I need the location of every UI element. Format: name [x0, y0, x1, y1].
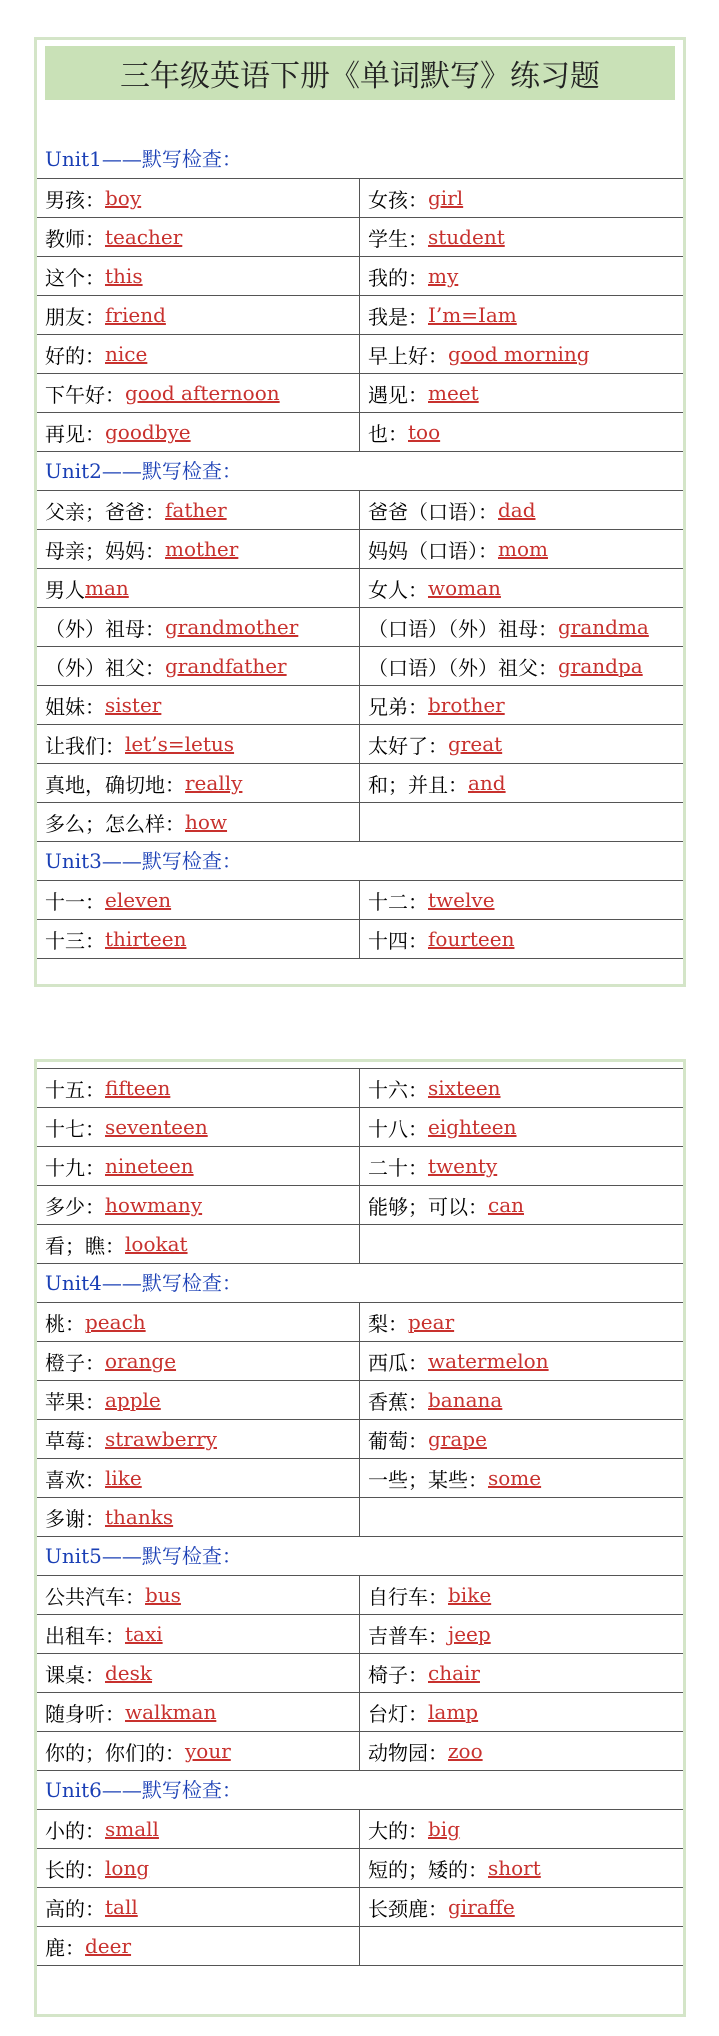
- english-answer: friend: [105, 303, 166, 327]
- chinese-prompt: 台灯：: [368, 1701, 428, 1726]
- vocab-cell: [360, 1810, 683, 1848]
- chinese-prompt: 十三：: [45, 928, 105, 953]
- chinese-prompt: 再见：: [45, 421, 105, 446]
- english-answer: tall: [105, 1895, 138, 1919]
- vocab-cell: [360, 647, 683, 685]
- vocab-cell: [360, 803, 683, 841]
- chinese-prompt: 我是：: [368, 304, 428, 329]
- vocab-row: [37, 1732, 683, 1771]
- english-answer: apple: [105, 1388, 161, 1412]
- english-answer: thanks: [105, 1505, 174, 1529]
- vocab-cell: [360, 218, 683, 256]
- chinese-prompt: 一些；某些：: [368, 1467, 488, 1492]
- english-answer: seventeen: [105, 1115, 208, 1139]
- chinese-prompt: 看；瞧：: [45, 1233, 125, 1258]
- chinese-prompt: 西瓜：: [368, 1350, 428, 1375]
- chinese-prompt: 高的：: [45, 1896, 105, 1921]
- vocab-cell: [37, 1147, 360, 1185]
- vocab-row: [37, 530, 683, 569]
- english-answer: peach: [85, 1310, 146, 1334]
- vocab-cell: [360, 686, 683, 724]
- vocab-row: [37, 1147, 683, 1186]
- vocab-cell: [37, 608, 360, 646]
- english-answer: lamp: [428, 1700, 479, 1724]
- chinese-prompt: 也：: [368, 421, 408, 446]
- vocab-row: [37, 1615, 683, 1654]
- unit-heading: Unit5——默写检查：: [37, 1537, 683, 1576]
- chinese-prompt: 真地，确切地：: [45, 772, 185, 797]
- english-answer: grandpa: [558, 654, 643, 678]
- vocab-row: [37, 1381, 683, 1420]
- worksheet-page-2: [34, 1059, 686, 2017]
- vocab-cell: [37, 920, 360, 958]
- vocab-cell: [360, 413, 683, 451]
- vocab-cell: [360, 881, 683, 919]
- vocab-cell: [37, 1888, 360, 1926]
- vocab-cell: [360, 1225, 683, 1263]
- chinese-prompt: 课桌：: [45, 1662, 105, 1687]
- chinese-prompt: 男人: [45, 577, 85, 602]
- vocab-cell: [360, 1654, 683, 1692]
- unit-heading: Unit1——默写检查：: [37, 140, 683, 179]
- english-answer: goodbye: [105, 420, 191, 444]
- chinese-prompt: 椅子：: [368, 1662, 428, 1687]
- english-answer: good afternoon: [125, 381, 280, 405]
- vocab-table-1: [37, 140, 683, 959]
- chinese-prompt: 能够；可以：: [368, 1194, 488, 1219]
- chinese-prompt: 十二：: [368, 889, 428, 914]
- vocab-row: [37, 1927, 683, 1966]
- english-answer: I’m=Iam: [428, 303, 517, 327]
- vocab-cell: [37, 1303, 360, 1341]
- chinese-prompt: 女人：: [368, 577, 428, 602]
- english-answer: nice: [105, 342, 148, 366]
- vocab-cell: [37, 1342, 360, 1380]
- english-answer: howmany: [105, 1193, 203, 1217]
- vocab-cell: [37, 686, 360, 724]
- chinese-prompt: 我的：: [368, 265, 428, 290]
- unit-heading: Unit4——默写检查：: [37, 1264, 683, 1303]
- english-answer: big: [428, 1817, 461, 1841]
- unit-heading: Unit6——默写检查：: [37, 1771, 683, 1810]
- chinese-prompt: （外）祖父：: [45, 655, 165, 680]
- vocab-cell: [360, 1108, 683, 1146]
- chinese-prompt: （口语）（外）祖母：: [368, 616, 558, 641]
- chinese-prompt: 让我们：: [45, 733, 125, 758]
- english-answer: short: [488, 1856, 541, 1880]
- chinese-prompt: 短的；矮的：: [368, 1857, 488, 1882]
- english-answer: twelve: [428, 888, 495, 912]
- worksheet-page-1: [34, 37, 686, 987]
- english-answer: good morning: [448, 342, 590, 366]
- english-answer: long: [105, 1856, 150, 1880]
- vocab-row: [37, 1654, 683, 1693]
- vocab-row: [37, 179, 683, 218]
- chinese-prompt: 长的：: [45, 1857, 105, 1882]
- english-answer: eighteen: [428, 1115, 517, 1139]
- vocab-cell: [360, 1186, 683, 1224]
- chinese-prompt: 小的：: [45, 1818, 105, 1843]
- vocab-row: [37, 1459, 683, 1498]
- english-answer: deer: [85, 1934, 132, 1958]
- vocab-row: [37, 647, 683, 686]
- vocab-cell: [360, 491, 683, 529]
- vocab-row: [37, 1810, 683, 1849]
- english-answer: teacher: [105, 225, 183, 249]
- chinese-prompt: 喜欢：: [45, 1467, 105, 1492]
- vocab-cell: [360, 1420, 683, 1458]
- vocab-cell: [37, 1693, 360, 1731]
- vocab-cell: [37, 218, 360, 256]
- vocab-row: [37, 1108, 683, 1147]
- vocab-row: [37, 764, 683, 803]
- english-answer: zoo: [448, 1739, 483, 1763]
- vocab-cell: [360, 1069, 683, 1107]
- english-answer: boy: [105, 186, 142, 210]
- vocab-row: [37, 803, 683, 842]
- chinese-prompt: 橙子：: [45, 1350, 105, 1375]
- vocab-cell: [37, 1225, 360, 1263]
- english-answer: meet: [428, 381, 479, 405]
- vocab-row: [37, 1342, 683, 1381]
- english-answer: really: [185, 771, 243, 795]
- vocab-cell: [360, 1693, 683, 1731]
- vocab-cell: [37, 296, 360, 334]
- english-answer: desk: [105, 1661, 153, 1685]
- chinese-prompt: 十九：: [45, 1155, 105, 1180]
- vocab-row: [37, 608, 683, 647]
- vocab-row: [37, 1888, 683, 1927]
- english-answer: my: [428, 264, 459, 288]
- vocab-row: [37, 1849, 683, 1888]
- chinese-prompt: 你的；你们的：: [45, 1740, 185, 1765]
- page-title: 三年级英语下册《单词默写》练习题: [45, 46, 675, 100]
- vocab-cell: [37, 1498, 360, 1536]
- chinese-prompt: 和；并且：: [368, 772, 468, 797]
- vocab-cell: [360, 1576, 683, 1614]
- vocab-row: [37, 1225, 683, 1264]
- english-answer: orange: [105, 1349, 177, 1373]
- chinese-prompt: 多么；怎么样：: [45, 811, 185, 836]
- vocab-cell: [37, 374, 360, 412]
- english-answer: some: [488, 1466, 542, 1490]
- vocab-cell: [37, 257, 360, 295]
- english-answer: student: [428, 225, 505, 249]
- english-answer: watermelon: [428, 1349, 549, 1373]
- vocab-cell: [360, 1888, 683, 1926]
- chinese-prompt: 动物园：: [368, 1740, 448, 1765]
- english-answer: small: [105, 1817, 159, 1841]
- chinese-prompt: 女孩：: [368, 187, 428, 212]
- vocab-row: [37, 1693, 683, 1732]
- chinese-prompt: 姐妹：: [45, 694, 105, 719]
- vocab-row: [37, 296, 683, 335]
- english-answer: twenty: [428, 1154, 498, 1178]
- chinese-prompt: 母亲；妈妈：: [45, 538, 165, 563]
- english-answer: walkman: [125, 1700, 217, 1724]
- english-answer: fourteen: [428, 927, 515, 951]
- vocab-row: [37, 686, 683, 725]
- vocab-cell: [360, 569, 683, 607]
- chinese-prompt: 朋友：: [45, 304, 105, 329]
- chinese-prompt: 随身听：: [45, 1701, 125, 1726]
- chinese-prompt: 父亲；爸爸：: [45, 499, 165, 524]
- chinese-prompt: 十八：: [368, 1116, 428, 1141]
- chinese-prompt: 妈妈（口语）：: [368, 538, 498, 563]
- vocab-cell: [360, 530, 683, 568]
- chinese-prompt: 苹果：: [45, 1389, 105, 1414]
- vocab-cell: [37, 1576, 360, 1614]
- english-answer: father: [165, 498, 227, 522]
- english-answer: sixteen: [428, 1076, 501, 1100]
- chinese-prompt: 兄弟：: [368, 694, 428, 719]
- chinese-prompt: 教师：: [45, 226, 105, 251]
- chinese-prompt: 长颈鹿：: [368, 1896, 448, 1921]
- vocab-row: [37, 569, 683, 608]
- english-answer: chair: [428, 1661, 480, 1685]
- vocab-cell: [37, 1420, 360, 1458]
- chinese-prompt: 下午好：: [45, 382, 125, 407]
- vocab-row: [37, 1068, 683, 1108]
- vocab-table-2: [37, 1068, 683, 1966]
- vocab-cell: [37, 1615, 360, 1653]
- english-answer: how: [185, 810, 228, 834]
- chinese-prompt: 出租车：: [45, 1623, 125, 1648]
- english-answer: mother: [165, 537, 239, 561]
- english-answer: dad: [498, 498, 536, 522]
- vocab-cell: [360, 1303, 683, 1341]
- english-answer: strawberry: [105, 1427, 217, 1451]
- vocab-cell: [37, 1849, 360, 1887]
- english-answer: brother: [428, 693, 505, 717]
- vocab-row: [37, 1420, 683, 1459]
- chinese-prompt: 草莓：: [45, 1428, 105, 1453]
- chinese-prompt: 遇见：: [368, 382, 428, 407]
- vocab-cell: [360, 764, 683, 802]
- vocab-row: [37, 1498, 683, 1537]
- chinese-prompt: 十六：: [368, 1077, 428, 1102]
- chinese-prompt: 二十：: [368, 1155, 428, 1180]
- chinese-prompt: （外）祖母：: [45, 616, 165, 641]
- english-answer: bike: [448, 1583, 492, 1607]
- english-answer: thirteen: [105, 927, 187, 951]
- english-answer: jeep: [448, 1622, 491, 1646]
- vocab-row: [37, 374, 683, 413]
- english-answer: sister: [105, 693, 162, 717]
- english-answer: let’s=letus: [125, 732, 235, 756]
- english-answer: girl: [428, 186, 464, 210]
- english-answer: nineteen: [105, 1154, 194, 1178]
- vocab-row: [37, 257, 683, 296]
- vocab-cell: [360, 1459, 683, 1497]
- chinese-prompt: 这个：: [45, 265, 105, 290]
- chinese-prompt: 十五：: [45, 1077, 105, 1102]
- chinese-prompt: 早上好：: [368, 343, 448, 368]
- vocab-cell: [360, 296, 683, 334]
- chinese-prompt: 多少：: [45, 1194, 105, 1219]
- chinese-prompt: 多谢：: [45, 1506, 105, 1531]
- unit-heading: Unit2——默写检查：: [37, 452, 683, 491]
- chinese-prompt: 自行车：: [368, 1584, 448, 1609]
- english-answer: this: [105, 264, 143, 288]
- vocab-cell: [360, 1342, 683, 1380]
- vocab-cell: [37, 491, 360, 529]
- english-answer: fifteen: [105, 1076, 171, 1100]
- vocab-cell: [37, 1732, 360, 1770]
- vocab-cell: [360, 1732, 683, 1770]
- vocab-cell: [360, 608, 683, 646]
- vocab-cell: [37, 803, 360, 841]
- english-answer: woman: [428, 576, 501, 600]
- chinese-prompt: 太好了：: [368, 733, 448, 758]
- vocab-row: [37, 881, 683, 920]
- english-answer: man: [85, 576, 129, 600]
- vocab-cell: [37, 179, 360, 217]
- chinese-prompt: 大的：: [368, 1818, 428, 1843]
- vocab-row: [37, 1186, 683, 1225]
- vocab-cell: [37, 413, 360, 451]
- chinese-prompt: （口语）（外）祖父：: [368, 655, 558, 680]
- english-answer: like: [105, 1466, 142, 1490]
- english-answer: giraffe: [448, 1895, 515, 1919]
- chinese-prompt: 十七：: [45, 1116, 105, 1141]
- english-answer: and: [468, 771, 506, 795]
- english-answer: grape: [428, 1427, 487, 1451]
- vocab-cell: [360, 920, 683, 958]
- chinese-prompt: 十四：: [368, 928, 428, 953]
- vocab-cell: [37, 530, 360, 568]
- chinese-prompt: 好的：: [45, 343, 105, 368]
- vocab-cell: [360, 257, 683, 295]
- vocab-cell: [360, 1147, 683, 1185]
- chinese-prompt: 香蕉：: [368, 1389, 428, 1414]
- english-answer: grandmother: [165, 615, 299, 639]
- vocab-row: [37, 335, 683, 374]
- vocab-cell: [360, 335, 683, 373]
- chinese-prompt: 鹿：: [45, 1935, 85, 1960]
- vocab-cell: [37, 725, 360, 763]
- vocab-cell: [37, 335, 360, 373]
- english-answer: taxi: [125, 1622, 163, 1646]
- chinese-prompt: 葡萄：: [368, 1428, 428, 1453]
- english-answer: grandma: [558, 615, 649, 639]
- english-answer: lookat: [125, 1232, 188, 1256]
- chinese-prompt: 吉普车：: [368, 1623, 448, 1648]
- vocab-row: [37, 413, 683, 452]
- vocab-row: [37, 1303, 683, 1342]
- vocab-cell: [360, 1381, 683, 1419]
- vocab-cell: [360, 179, 683, 217]
- vocab-cell: [37, 1381, 360, 1419]
- vocab-cell: [37, 1654, 360, 1692]
- chinese-prompt: 爸爸（口语）：: [368, 499, 498, 524]
- chinese-prompt: 学生：: [368, 226, 428, 251]
- english-answer: bus: [145, 1583, 181, 1607]
- english-answer: can: [488, 1193, 525, 1217]
- unit-heading: Unit3——默写检查：: [37, 842, 683, 881]
- vocab-cell: [37, 764, 360, 802]
- vocab-cell: [360, 1615, 683, 1653]
- chinese-prompt: 男孩：: [45, 187, 105, 212]
- vocab-cell: [37, 569, 360, 607]
- vocab-cell: [37, 1459, 360, 1497]
- vocab-cell: [37, 1810, 360, 1848]
- english-answer: great: [448, 732, 503, 756]
- vocab-cell: [37, 1108, 360, 1146]
- vocab-cell: [360, 1849, 683, 1887]
- chinese-prompt: 公共汽车：: [45, 1584, 145, 1609]
- vocab-cell: [37, 1186, 360, 1224]
- vocab-cell: [360, 1498, 683, 1536]
- chinese-prompt: 十一：: [45, 889, 105, 914]
- vocab-row: [37, 218, 683, 257]
- english-answer: grandfather: [165, 654, 287, 678]
- vocab-cell: [37, 647, 360, 685]
- vocab-cell: [360, 725, 683, 763]
- chinese-prompt: 梨：: [368, 1311, 408, 1336]
- english-answer: pear: [408, 1310, 455, 1334]
- english-answer: mom: [498, 537, 548, 561]
- vocab-cell: [360, 374, 683, 412]
- vocab-cell: [37, 1927, 360, 1965]
- vocab-cell: [37, 881, 360, 919]
- vocab-row: [37, 1576, 683, 1615]
- vocab-cell: [360, 1927, 683, 1965]
- vocab-cell: [37, 1069, 360, 1107]
- english-answer: banana: [428, 1388, 503, 1412]
- english-answer: too: [408, 420, 441, 444]
- vocab-row: [37, 725, 683, 764]
- vocab-row: [37, 491, 683, 530]
- vocab-row: [37, 920, 683, 959]
- chinese-prompt: 桃：: [45, 1311, 85, 1336]
- english-answer: eleven: [105, 888, 172, 912]
- english-answer: your: [185, 1739, 231, 1763]
